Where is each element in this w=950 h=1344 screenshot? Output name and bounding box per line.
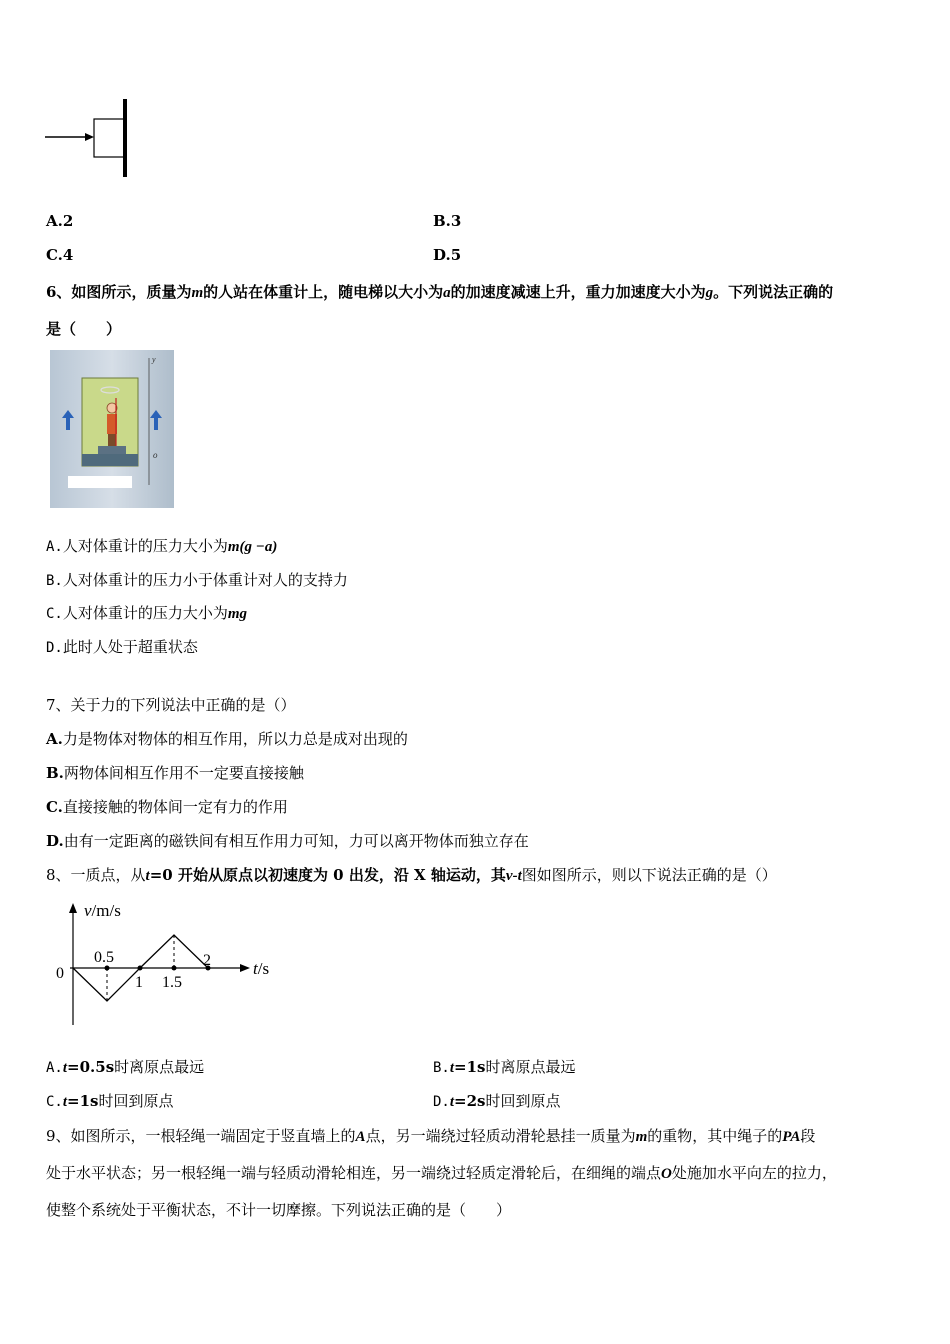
person-legs <box>108 434 116 446</box>
y-axis-label: y <box>152 355 156 364</box>
q6-option-b: B.人对体重计的压力小于体重计对人的支持力 <box>46 571 348 589</box>
q6-stem-line1: 6、如图所示，质量为m的人站在体重计上，随电梯以大小为a的加速度减速上升，重力加速度大小为g。下列说法正确的 <box>46 283 834 301</box>
v-axis-label: v/m/s <box>84 901 121 920</box>
q8-stem: 8、一质点，从t=0 开始从原点以初速度为 0 出发，沿 X 轴运动，其v-t图如图所示，则以下说法正确的是（） <box>46 866 777 884</box>
v-axis-arrow <box>69 903 77 913</box>
point-1.5 <box>172 966 177 971</box>
q9-line1: 9、如图所示，一根轻绳一端固定于竖直墙上的A点，另一端绕过轻质动滑轮悬挂一质量为m的重物，其中绳子的PA段 <box>46 1127 816 1145</box>
elevator-floor <box>82 454 138 466</box>
q5-option-a: A.2 <box>46 212 74 230</box>
q9-line2: 处于水平状态；另一根轻绳一端与轻质动滑轮相连，另一端绕过轻质定滑轮后，在细绳的端点O处施加水平向左的拉力， <box>46 1164 837 1182</box>
q7-option-b: B.两物体间相互作用不一定要直接接触 <box>46 764 304 782</box>
caption-box <box>68 476 132 488</box>
q6-option-d: D.此时人处于超重状态 <box>46 638 198 656</box>
block-wall-figure <box>40 95 140 185</box>
origin-label: o <box>153 450 158 460</box>
q6-stem-line2: 是（ ） <box>46 320 122 338</box>
q5-option-c: C.4 <box>46 246 74 264</box>
elevator-figure <box>50 350 174 508</box>
q7-option-d: D.由有一定距离的磁铁间有相互作用力可知，力可以离开物体而独立存在 <box>46 832 529 850</box>
tick-1.5: 1.5 <box>162 974 182 991</box>
push-arrow-head <box>85 133 94 141</box>
q8-option-d: D.t=2s时回到原点 <box>433 1092 561 1110</box>
q5-option-d: D.5 <box>433 246 462 264</box>
q7-option-c: C.直接接触的物体间一定有力的作用 <box>46 798 288 816</box>
q8-option-c: C.t=1s时回到原点 <box>46 1092 174 1110</box>
block <box>94 119 124 157</box>
q5-option-b: B.3 <box>433 212 462 230</box>
origin-label: 0 <box>56 965 64 982</box>
scale <box>98 446 126 454</box>
q8-option-b: B.t=1s时离原点最远 <box>433 1058 576 1076</box>
t-axis-label: t/s <box>253 959 270 978</box>
point-1 <box>138 966 143 971</box>
t-axis-arrow <box>240 964 250 972</box>
vt-graph <box>50 895 290 1030</box>
q9-line3: 使整个系统处于平衡状态，不计一切摩擦。下列说法正确的是（ ） <box>46 1201 512 1219</box>
q7-stem: 7、关于力的下列说法中正确的是（） <box>46 696 296 714</box>
q6-option-a: A.人对体重计的压力大小为m(g −a) <box>46 537 278 555</box>
q6-option-c: C.人对体重计的压力大小为mg <box>46 604 248 622</box>
q8-option-a: A.t=0.5s时离原点最远 <box>46 1058 205 1076</box>
tick-1: 1 <box>135 974 143 991</box>
tick-2: 2 <box>203 952 211 969</box>
tick-0.5: 0.5 <box>94 949 114 966</box>
point-0.5 <box>105 966 110 971</box>
q7-option-a: A.力是物体对物体的相互作用，所以力总是成对出现的 <box>46 730 408 748</box>
